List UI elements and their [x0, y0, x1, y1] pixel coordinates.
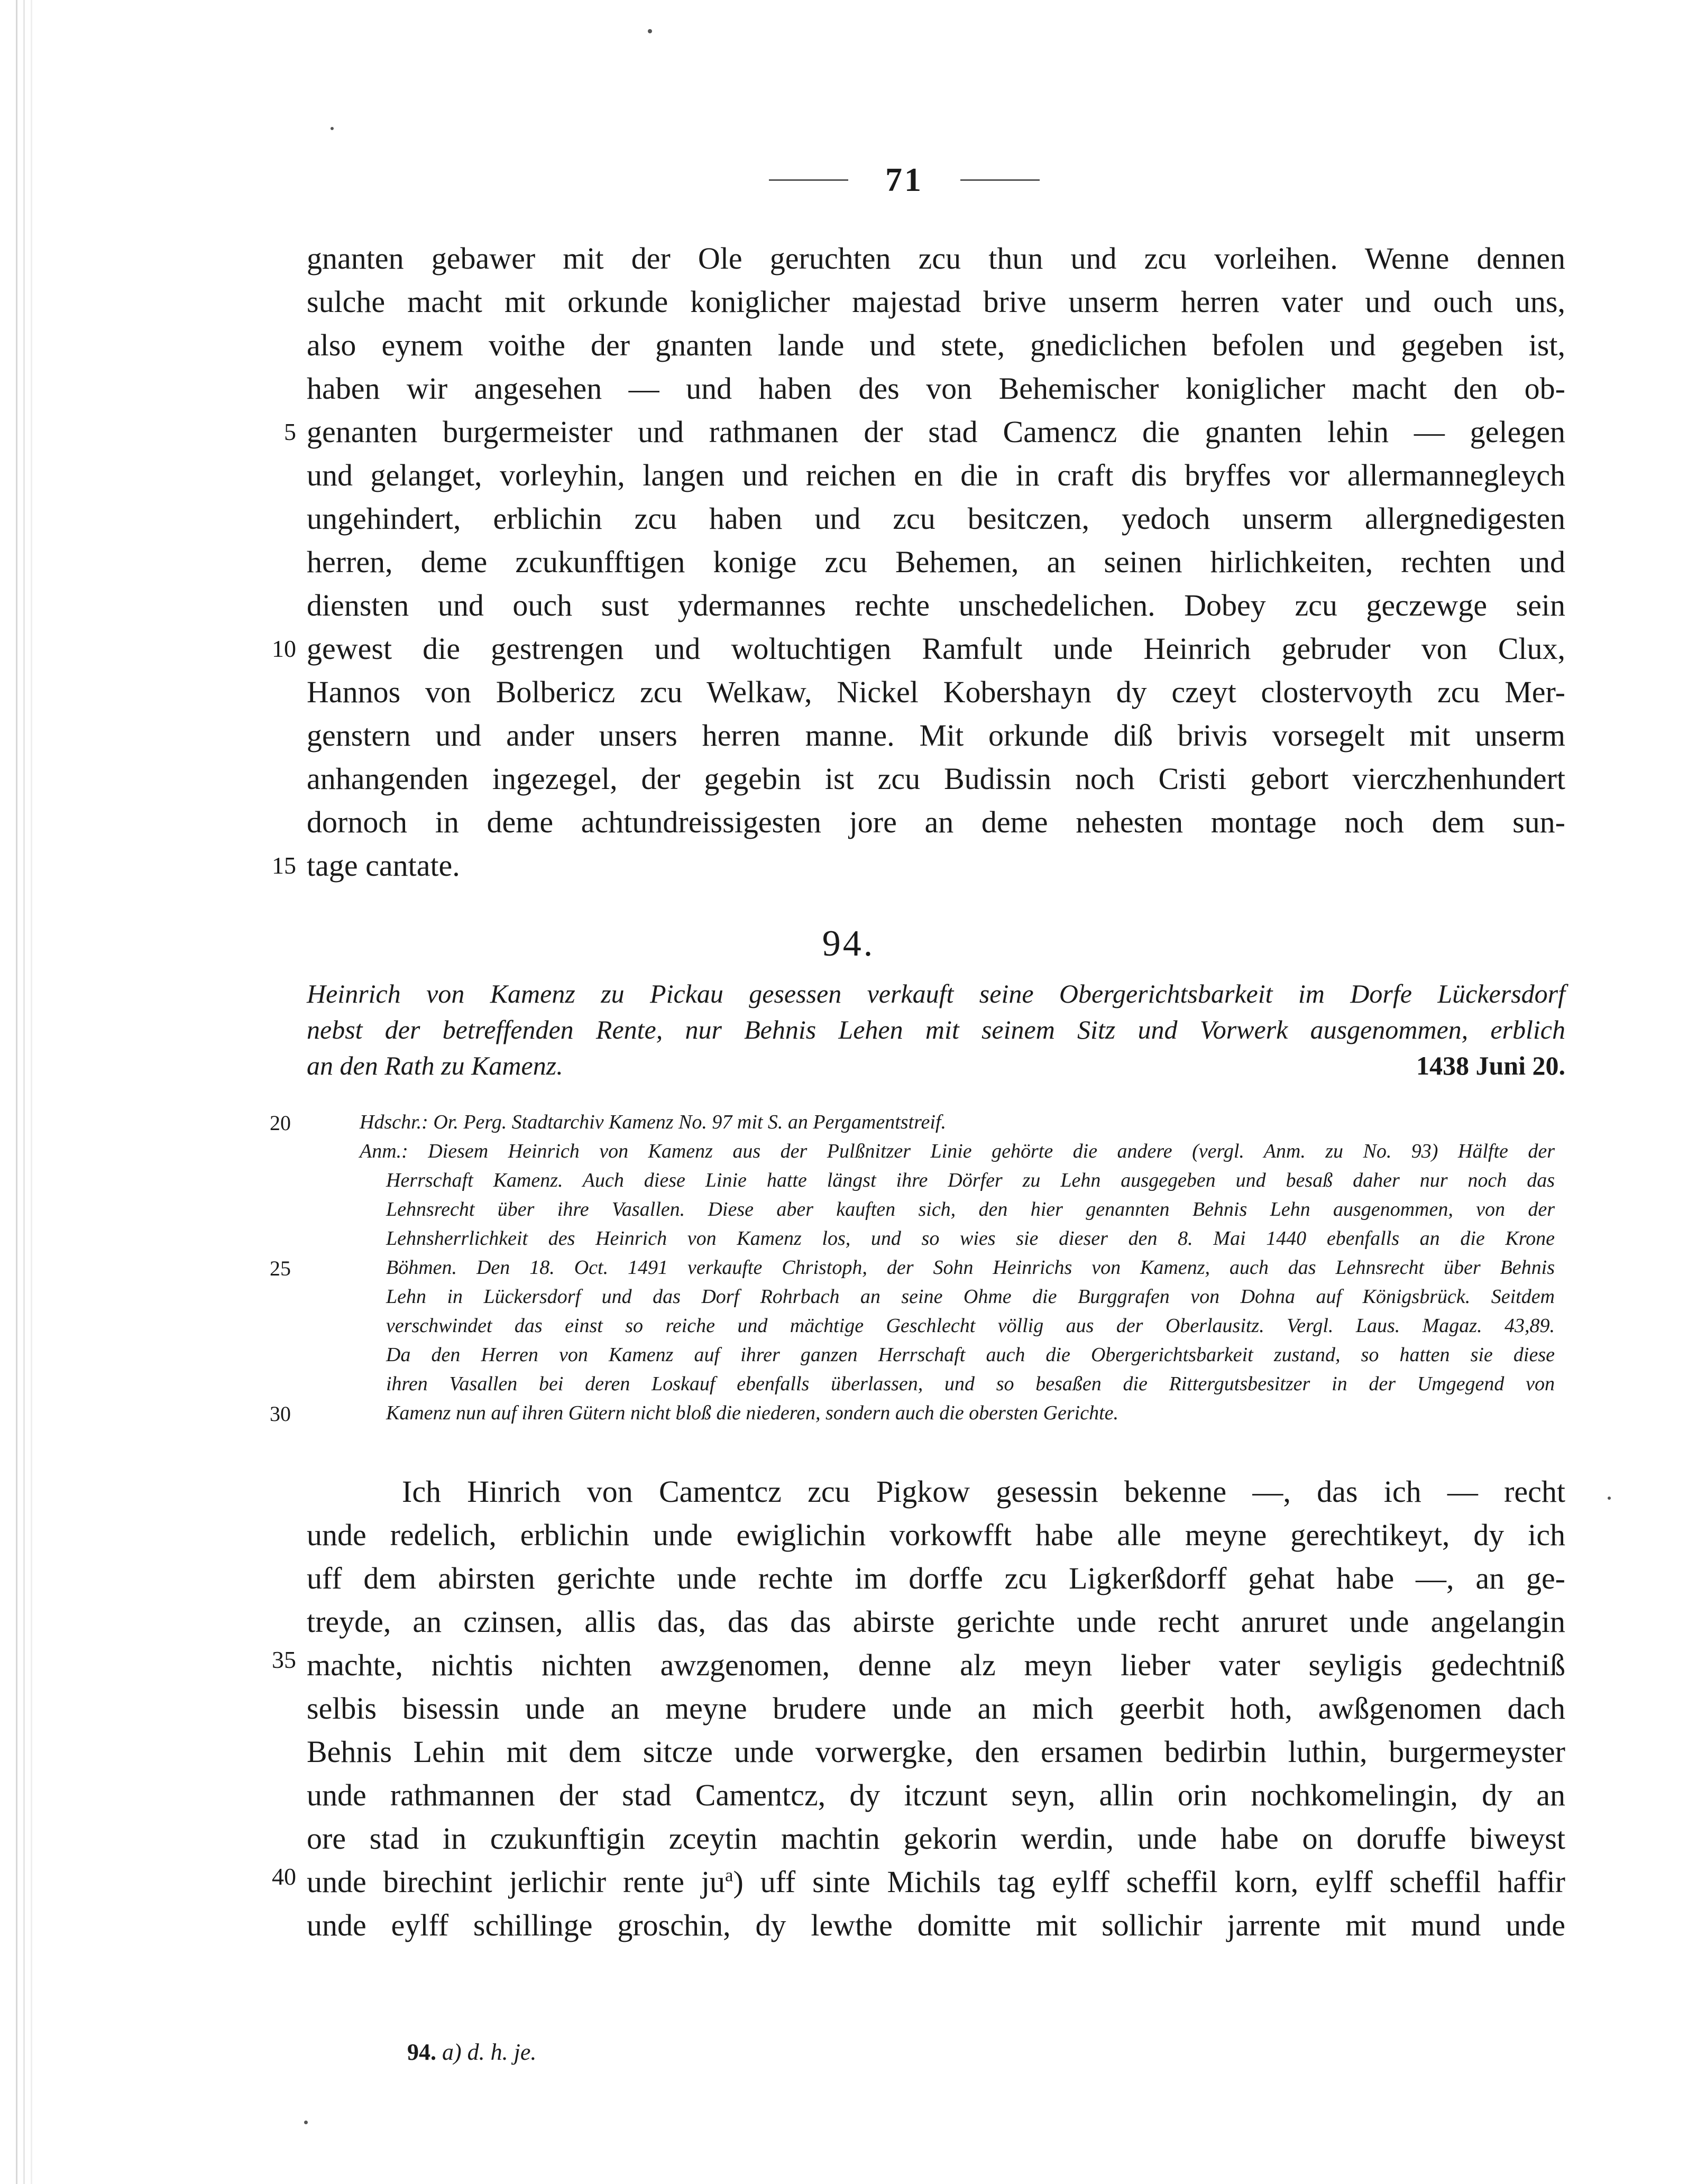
note-line: Da den Herren von Kamenz auf ihrer ganzen Herrschaft auch die Obergerichtsbarkeit zustand, so hatten sie diese [386, 1344, 1555, 1366]
scan-edge-line [31, 0, 32, 2184]
regest-line-text: an den Rath zu Kamenz. [307, 1051, 563, 1080]
regest-date: 1438 Juni 20. [1416, 1051, 1565, 1080]
line-number: 25 [270, 1256, 291, 1280]
scan-speck [1608, 1497, 1611, 1500]
note-line: Anm.: Diesem Heinrich von Kamenz aus der Pulßnitzer Linie gehörte die andere (vergl. Anm. zu No. 93) Hälfte der [360, 1140, 1555, 1162]
line-number: 30 [270, 1402, 291, 1426]
note-line: Lehnsherrlichkeit des Heinrich von Kamenz los, und so wies sie dieser den 8. Mai 1440 ebenfalls an die Krone [386, 1227, 1555, 1250]
text-line: ore stad in czukunftigin zceytin machtin gekorin werdin, unde habe on doruffe biweyst [307, 1821, 1565, 1856]
text-line: sulche macht mit orkunde koniglicher majestad brive unserm herren vater und ouch uns, [307, 285, 1565, 319]
regest-line: Heinrich von Kamenz zu Pickau gesessen verkauft seine Obergerichtsbarkeit im Dorfe Lückersdorf [307, 979, 1565, 1008]
text-line: unde rathmannen der stad Camentcz, dy itczunt seyn, allin orin nochkomelingin, dy an [307, 1778, 1565, 1812]
text-line: gnanten gebawer mit der Ole geruchten zcu thun und zcu vorleihen. Wenne dennen [307, 241, 1565, 276]
scan-edge-line [23, 0, 25, 2184]
text-segment: ) uff sinte Michils tag eylff scheffil korn, eylff scheffil haffir [733, 1865, 1565, 1899]
line-number: 15 [272, 852, 296, 879]
text-line: ungehindert, erblichin zcu haben und zcu besitczen, yedoch unserm allergnedigesten [307, 501, 1565, 536]
text-line: also eynem voithe der gnanten lande und stete, gnediclichen befolen und gegeben ist, [307, 328, 1565, 362]
line-number: 20 [270, 1111, 291, 1135]
text-line: Behnis Lehin mit dem sitcze unde vorwergke, den ersamen bedirbin luthin, burgermeyster [307, 1735, 1565, 1769]
text-segment: unde birechint jerlichir rente ju [307, 1865, 726, 1899]
scan-speck [331, 127, 334, 130]
scan-speck [304, 2121, 308, 2124]
text-line: haben wir angesehen — und haben des von Behemischer koniglicher macht den ob- [307, 371, 1565, 406]
text-line: gewest die gestrengen und woltuchtigen Ramfult unde Heinrich gebruder von Clux, [307, 631, 1565, 666]
note-line: ihren Vasallen bei deren Loskauf ebenfalls überlassen, und so besaßen die Rittergutsbesitzer in der Umgegend von [386, 1373, 1555, 1395]
note-line: Lehn in Lückersdorf und das Dorf Rohrbach an seine Ohme die Burggrafen von Dohna auf Königsbrück. Seitdem [386, 1286, 1555, 1308]
note-line: Hdschr.: Or. Perg. Stadtarchiv Kamenz No. 97 mit S. an Pergamentstreif. [360, 1111, 946, 1133]
text-line: machte, nichtis nichten awzgenomen, denne alz meyn lieber vater seyligis gedechtniß [307, 1648, 1565, 1682]
line-number: 5 [284, 418, 296, 445]
note-line: Lehnsrecht über ihre Vasallen. Diese aber kauften sich, den hier genannten Behnis Lehn ausgenommen, von der [386, 1198, 1555, 1221]
footnote-marker: a [725, 1865, 733, 1886]
note-line: verschwindet das einst so reiche und mächtige Geschlecht völlig aus der Oberlausitz. Vergl. Laus. Magaz. 43,89. [386, 1315, 1555, 1337]
scan-speck [648, 29, 652, 33]
text-line: herren, deme zcukunfftigen konige zcu Behemen, an seinen hirlichkeiten, rechten und [307, 545, 1565, 579]
text-line: Hannos von Bolbericz zcu Welkaw, Nickel Kobershayn dy czeyt clostervoyth zcu Mer- [307, 675, 1565, 709]
footnote-text: a) d. h. je. [442, 2039, 537, 2065]
text-line: unde redelich, erblichin unde ewiglichin vorkowfft habe alle meyne gerechtikeyt, dy ich [307, 1518, 1565, 1552]
text-line: genstern und ander unsers herren manne. Mit orkunde diß brivis vorsegelt mit unserm [307, 718, 1565, 753]
text-line: Ich Hinrich von Camentcz zcu Pigkow gesessin bekenne —, das ich — recht [402, 1474, 1565, 1509]
text-line: uff dem abirsten gerichte unde rechte im dorffe zcu Ligkerßdorff gehat habe —, an ge- [307, 1561, 1565, 1595]
text-line: selbis bisessin unde an meyne brudere unde an mich geerbit hoth, awßgenomen dach [307, 1691, 1565, 1726]
page-header [740, 159, 1068, 201]
line-number: 10 [272, 635, 296, 662]
regest [307, 976, 1565, 1084]
text-line: unde eylff schillinge groschin, dy lewthe domitte mit sollichir jarrente mit mund unde [307, 1908, 1565, 1942]
header-rule-right [960, 179, 1040, 181]
note-line: Herrschaft Kamenz. Auch diese Linie hatte längst ihre Dörfer zu Lehn ausgegeben und besaß daher nur noch das [386, 1169, 1555, 1191]
line-number: 35 [272, 1646, 296, 1673]
line-number: 40 [272, 1863, 296, 1890]
text-line: genanten burgermeister und rathmanen der stad Camencz die gnanten lehin — gelegen [307, 415, 1565, 449]
header-rule-left [769, 179, 848, 181]
apparatus-notes [360, 1108, 1555, 1428]
document-number: 94. [822, 923, 875, 964]
text-line: und gelanget, vorleyhin, langen und reichen en die in craft dis bryffes vor allermannegleych [307, 458, 1565, 492]
text-line: treyde, an czinsen, allis das, das das abirste gerichte unde recht anruret unde angelangin [307, 1604, 1565, 1639]
text-line: diensten und ouch sust ydermannes rechte unschedelichen. Dobey zcu geczewge sein [307, 588, 1565, 622]
regest-line: nebst der betreffenden Rente, nur Behnis Lehen mit seinem Sitz und Vorwerk ausgenommen, erblich [307, 1015, 1565, 1044]
scan-edge-line [16, 0, 17, 2184]
footnote-number: 94. [407, 2039, 436, 2065]
footnote [407, 2039, 536, 2066]
regest-line [307, 1048, 1565, 1084]
main-text-bottom [307, 1470, 1565, 1947]
main-text-top [307, 237, 1565, 887]
text-line: anhangenden ingezegel, der gegebin ist zcu Budissin noch Cristi gebort vierczhenhundert [307, 761, 1565, 796]
text-line: tage cantate. [307, 848, 460, 883]
note-line: Böhmen. Den 18. Oct. 1491 verkaufte Christoph, der Sohn Heinrichs von Kamenz, auch das Lehnsrecht über Behnis [386, 1256, 1555, 1279]
note-line: Kamenz nun auf ihren Gütern nicht bloß die niederen, sondern auch die obersten Gerichte. [386, 1402, 1118, 1424]
text-line [307, 1860, 1565, 1904]
text-line: dornoch in deme achtundreissigesten jore an deme nehesten montage noch dem sun- [307, 805, 1565, 839]
page-number: 71 [885, 161, 923, 198]
